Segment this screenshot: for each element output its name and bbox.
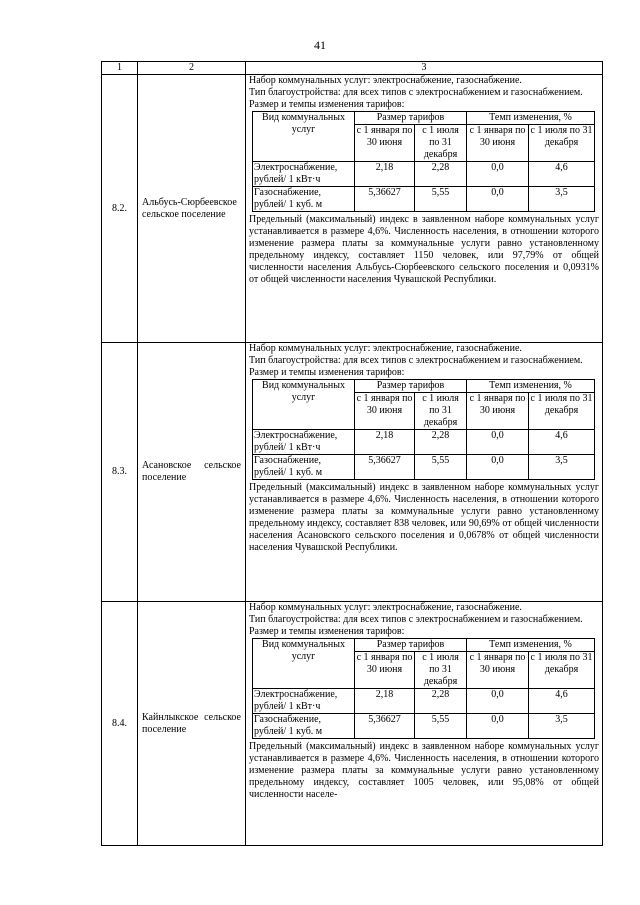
tariff-value: 5,36627 [355, 714, 415, 739]
col-kind-header: Вид коммунальных услуг [253, 639, 355, 689]
tariff-caption: Размер и темпы изменения тарифов: [249, 367, 405, 378]
col-size-header: Размер тарифов [355, 380, 467, 393]
table-header-row [102, 62, 603, 75]
settlement-name: Альбусь-Сюрбеевское сельское поселение [138, 75, 246, 343]
page-number: 41 [314, 38, 326, 52]
settlement-name: Кайнлыкское сельское поселение [138, 602, 246, 846]
col-size-header: Размер тарифов [355, 112, 467, 125]
col-size-header: Размер тарифов [355, 639, 467, 652]
tariff-table [101, 61, 603, 846]
tariff-row [253, 689, 595, 714]
tariff-value: 5,55 [415, 187, 467, 212]
service-kind: Газоснабжение, рублей/ 1 куб. м [253, 714, 355, 739]
tariff-value: 2,18 [355, 689, 415, 714]
tariff-value: 0,0 [467, 162, 529, 187]
improvement-type-text: Тип благоустройства: для всех типов с электроснабжением и газоснабжением. [249, 355, 583, 366]
col-rate-header: Темп изменения, % [467, 112, 595, 125]
header-col-3: 3 [246, 62, 603, 75]
tariffs-table [252, 111, 595, 212]
tariff-value: 5,55 [415, 714, 467, 739]
period-header: с 1 июля по 31 декабря [415, 652, 467, 689]
tariff-value: 2,28 [415, 689, 467, 714]
tariff-value: 3,5 [529, 187, 595, 212]
period-header: с 1 июля по 31 декабря [529, 393, 595, 430]
service-kind: Газоснабжение, рублей/ 1 куб. м [253, 187, 355, 212]
improvement-type-text: Тип благоустройства: для всех типов с электроснабжением и газоснабжением. [249, 614, 583, 625]
period-header: с 1 января по 30 июня [355, 652, 415, 689]
header-col-1: 1 [102, 62, 138, 75]
table-row [102, 602, 603, 846]
tariff-value: 2,28 [415, 430, 467, 455]
service-kind: Газоснабжение, рублей/ 1 куб. м [253, 455, 355, 480]
period-header: с 1 июля по 31 декабря [529, 125, 595, 162]
header-col-2: 2 [138, 62, 246, 75]
tariff-value: 0,0 [467, 187, 529, 212]
tariff-value: 5,36627 [355, 187, 415, 212]
period-header: с 1 января по 30 июня [467, 125, 529, 162]
tariff-value: 5,36627 [355, 455, 415, 480]
col-rate-header: Темп изменения, % [467, 639, 595, 652]
tariff-row [253, 430, 595, 455]
tariff-row [253, 187, 595, 212]
tariffs-table [252, 379, 595, 480]
tariff-value: 4,6 [529, 689, 595, 714]
tariff-value: 2,18 [355, 430, 415, 455]
service-kind: Электроснабжение, рублей/ 1 кВт·ч [253, 430, 355, 455]
tariff-caption: Размер и темпы изменения тарифов: [249, 99, 405, 110]
period-header: с 1 июля по 31 декабря [415, 393, 467, 430]
period-header: с 1 января по 30 июня [355, 125, 415, 162]
services-set-text: Набор коммунальных услуг: электроснабжение, газоснабжение. [249, 343, 522, 354]
tariff-value: 4,6 [529, 430, 595, 455]
col-kind-header: Вид коммунальных услуг [253, 112, 355, 162]
tariff-value: 0,0 [467, 714, 529, 739]
row-content [246, 75, 603, 343]
tariff-value: 0,0 [467, 455, 529, 480]
tariff-caption: Размер и темпы изменения тарифов: [249, 626, 405, 637]
period-header: с 1 января по 30 июня [467, 393, 529, 430]
max-index-text: Предельный (максимальный) индекс в заявленном наборе коммунальных услуг устанавливается в размере 4,6%. Численность населения, в отношении которого изменение размера платы за коммунальные услуги равно установленному предельному индексу, составляет 838 человек, или 90,69% от общей численности населения Асановского сельского поселения и 0,0678% от общей численности населения Чувашской Республики. [249, 482, 599, 553]
tariffs-table [252, 638, 595, 739]
tariff-value: 4,6 [529, 162, 595, 187]
col-kind-header: Вид коммунальных услуг [253, 380, 355, 430]
service-kind: Электроснабжение, рублей/ 1 кВт·ч [253, 162, 355, 187]
row-number: 8.2. [102, 75, 138, 343]
max-index-text: Предельный (максимальный) индекс в заявленном наборе коммунальных услуг устанавливается в размере 4,6%. Численность населения, в отношении которого изменение размера платы за коммунальные услуги равно установленному предельному индексу, составляет 1005 человек, или 95,08% от общей численности населе- [249, 741, 599, 800]
period-header: с 1 января по 30 июня [355, 393, 415, 430]
tariff-row [253, 162, 595, 187]
row-number: 8.3. [102, 343, 138, 602]
col-rate-header: Темп изменения, % [467, 380, 595, 393]
table-row [102, 75, 603, 343]
row-number: 8.4. [102, 602, 138, 846]
period-header: с 1 июля по 31 декабря [415, 125, 467, 162]
settlement-name: Асановское сельское поселение [138, 343, 246, 602]
row-content [246, 343, 603, 602]
row-content [246, 602, 603, 846]
tariff-value: 2,28 [415, 162, 467, 187]
tariff-value: 2,18 [355, 162, 415, 187]
period-header: с 1 июля по 31 декабря [529, 652, 595, 689]
services-set-text: Набор коммунальных услуг: электроснабжение, газоснабжение. [249, 602, 522, 613]
tariff-value: 5,55 [415, 455, 467, 480]
tariff-row [253, 714, 595, 739]
table-row [102, 343, 603, 602]
tariff-value: 3,5 [529, 714, 595, 739]
tariff-row [253, 455, 595, 480]
period-header: с 1 января по 30 июня [467, 652, 529, 689]
tariff-value: 0,0 [467, 430, 529, 455]
tariff-value: 0,0 [467, 689, 529, 714]
service-kind: Электроснабжение, рублей/ 1 кВт·ч [253, 689, 355, 714]
max-index-text: Предельный (максимальный) индекс в заявленном наборе коммунальных услуг устанавливается в размере 4,6%. Численность населения, в отношении которого изменение размера платы за коммунальные услуги равно установленному предельному индексу, составляет 1150 человек, или 97,79% от общей численности населения Альбусь-Сюрбеевского сельского поселения и 0,0931% от общей численности населения Чувашской Республики. [249, 214, 599, 285]
tariff-value: 3,5 [529, 455, 595, 480]
improvement-type-text: Тип благоустройства: для всех типов с электроснабжением и газоснабжением. [249, 87, 583, 98]
services-set-text: Набор коммунальных услуг: электроснабжение, газоснабжение. [249, 75, 522, 86]
